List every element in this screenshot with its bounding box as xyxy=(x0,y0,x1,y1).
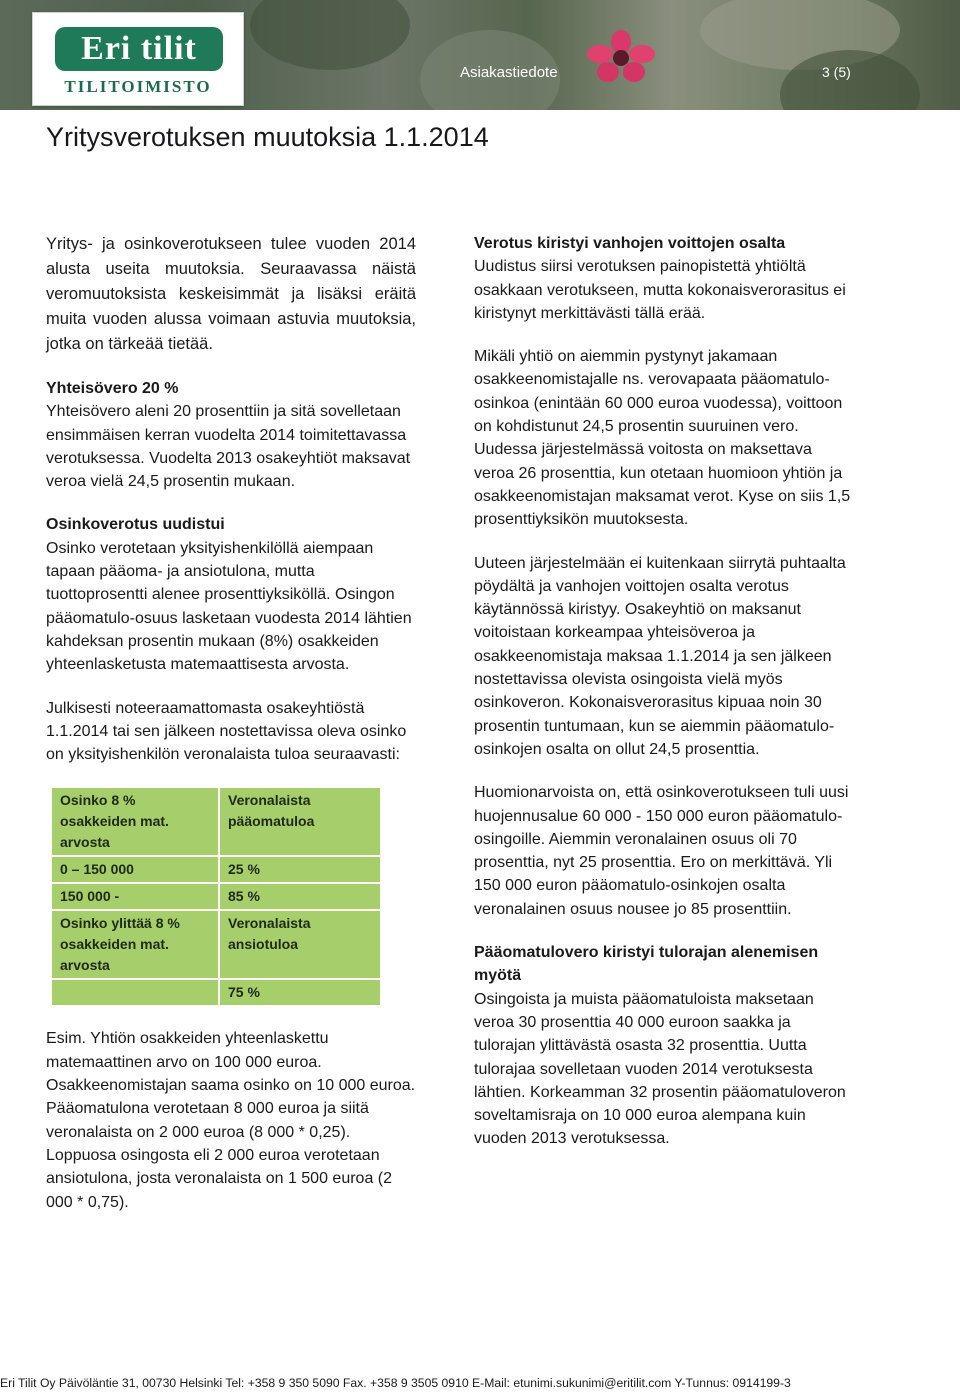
section-heading: Osinkoverotus uudistui xyxy=(46,516,225,534)
dividend-intro-paragraph: Julkisesti noteeraamattomasta osakeyhtiöstä 1.1.2014 tai sen jälkeen nostettavissa oleva osinko on yksityishenkilön veronalaista tuloa seuraavasti: xyxy=(46,699,407,764)
body-paragraph: Mikäli yhtiö on aiemmin pystynyt jakamaan osakkeenomistajalle ns. verovapaata pääomatulo-osinkoa (enintään 60 000 euroa vuodessa), voittoon on kohdistunut 24,5 prosentin suuruinen vero. Uudessa järjestelmässä voitosta on maksettava veroa 26 prosenttia, kun otetaan huomioon yhtiön ja osakkeenomistajan maksamat verot. Kyse on siis 1,5 prosenttiyksikön muutoksesta. xyxy=(474,348,851,529)
section-body: Osingoista ja muista pääomatuloista maksetaan veroa 30 prosenttia 40 000 euroon saakka ja tulorajan ylittävästä osasta 32 prosenttia. Uutta tulorajaa sovelletaan vuoden 2014 verotuksesta lähtien. Korkeamman 32 prosentin pääomatuloveron soveltamisraja on 10 000 euroa alempana kuin vuoden 2013 verotuksessa. xyxy=(474,990,846,1148)
company-logo xyxy=(32,12,244,106)
body-paragraph: Huomionarvoista on, että osinkoverotukseen tuli uusi huojennusalue 60 000 - 150 000 euron pääomatulo-osingoille. Aiemmin veronalainen osuus oli 70 prosenttia, nyt 25 prosenttia. Ero on merkittävä. Yli 150 000 euron pääomatulo-osinkojen osalta veronalainen osuus nousee jo 85 prosenttiin. xyxy=(474,784,849,918)
header-banner xyxy=(0,0,960,110)
section-heading: Verotus kiristyi vanhojen voittojen osalta xyxy=(474,235,786,252)
table-cell: 150 000 - xyxy=(52,883,219,910)
section-body: Osinko verotetaan yksityishenkilöllä aiempaan tapaan pääoma- ja ansiotulona, mutta tuottoprosentti alenee prosenttiyksiköllä. Osingon pääomatulo-osuus lasketaan vuodesta 2014 lähtien kahdeksan prosentin mukaan (8%) osakkeiden yhteenlasketusta matemaattisesta arvosta. xyxy=(46,539,412,674)
table-row xyxy=(52,856,380,883)
right-column xyxy=(474,232,852,1171)
table-cell: Osinko ylittää 8 % osakkeiden mat. arvosta xyxy=(52,910,219,979)
table-cell: 0 – 150 000 xyxy=(52,856,219,883)
section-body: Uudistus siirsi verotuksen painopistettä yhtiöltä osakkaan verotukseen, mutta kokonaisverorasitus ei kiristynyt merkittävästi tällä erää. xyxy=(474,258,846,322)
logo-sub-text: TILITOIMISTO xyxy=(64,77,212,96)
table-cell: Osinko 8 % osakkeiden mat. arvosta xyxy=(52,788,219,856)
left-column xyxy=(46,232,416,1234)
table-cell: 75 % xyxy=(219,979,380,1005)
section-dividend-tax xyxy=(46,513,416,676)
example-paragraph xyxy=(46,1027,416,1213)
example-label: Esim. xyxy=(46,1030,86,1048)
table-row xyxy=(52,788,380,856)
document-type-label: Asiakastiedote xyxy=(460,64,558,81)
page-number: 3 (5) xyxy=(822,64,851,80)
section-corporate-tax xyxy=(46,377,416,493)
table-cell: 85 % xyxy=(219,883,380,910)
table-row xyxy=(52,910,380,979)
table-cell: Veronalaista ansiotuloa xyxy=(219,910,380,979)
table-row xyxy=(52,979,380,1005)
table-cell xyxy=(52,979,219,1005)
table-row xyxy=(52,883,380,910)
example-body: Yhtiön osakkeiden yhteenlaskettu matemaattinen arvo on 100 000 euroa. Osakkeenomistajan saama osinko on 10 000 euroa. Pääomatulona verotetaan 8 000 euroa ja siitä veronalaista on 2 000 euroa (8 000 * 0,25). Loppuosa osingosta eli 2 000 euroa verotetaan ansiotulona, josta veronalaista on 1 500 euroa (2 000 * 0,75). xyxy=(46,1030,416,1211)
intro-paragraph: Yritys- ja osinkoverotukseen tulee vuoden 2014 alusta useita muutoksia. Seuraavassa näistä veromuutoksista keskeisimmät ja lisäksi eräitä muita vuoden alussa voimaan astuvia muutoksia, jotka on tärkeää tietää. xyxy=(46,235,416,353)
page-title: Yritysverotuksen muutoksia 1.1.2014 xyxy=(46,122,489,152)
section-heading: Pääomatulovero kiristyi tulorajan alenemisen myötä xyxy=(474,944,819,985)
section-capital-income-tax xyxy=(474,941,852,1151)
body-paragraph: Uuteen järjestelmään ei kuitenkaan siirrytä puhtaalta pöydältä ja vanhojen voittojen osalta verotus käytännössä kiristyy. Osakeyhtiö on maksanut voitoistaan korkeampaa yhteisöveroa ja osakkeenomistaja maksaa 1.1.2014 ja sen jälkeen nostettavissa olevista osingoista vielä myös osinkoveron. Kokonaisverorasitus kipuaa noin 30 prosentin tuntumaan, kun se aiemmin pääomatulo-osinkojen osalta on ollut 24,5 prosenttia. xyxy=(474,554,846,758)
flower-icon xyxy=(586,30,656,86)
table-cell: 25 % xyxy=(219,856,380,883)
section-heading: Yhteisövero 20 % xyxy=(46,380,179,397)
dividend-tax-table xyxy=(52,788,380,1005)
section-body: Yhteisövero aleni 20 prosenttiin ja sitä sovelletaan ensimmäisen kerran vuodelta 2014 toimitettavassa verotuksessa. Vuodelta 2013 osakeyhtiöt maksavat veroa vielä 24,5 prosentin mukaan. xyxy=(46,403,411,491)
section-old-profits xyxy=(474,232,852,325)
footer-contact-info: Eri Tilit Oy Päivöläntie 31, 00730 Helsinki Tel: +358 9 350 5090 Fax. +358 9 3505 0910 E-Mail: etunimi.sukunimi@eritilit.com Y-Tunnus: 0914199-3 xyxy=(0,1376,791,1390)
logo-main-text: Eri tilit xyxy=(55,27,223,71)
background-foliage xyxy=(250,0,410,70)
table-cell: Veronalaista pääomatuloa xyxy=(228,792,315,830)
